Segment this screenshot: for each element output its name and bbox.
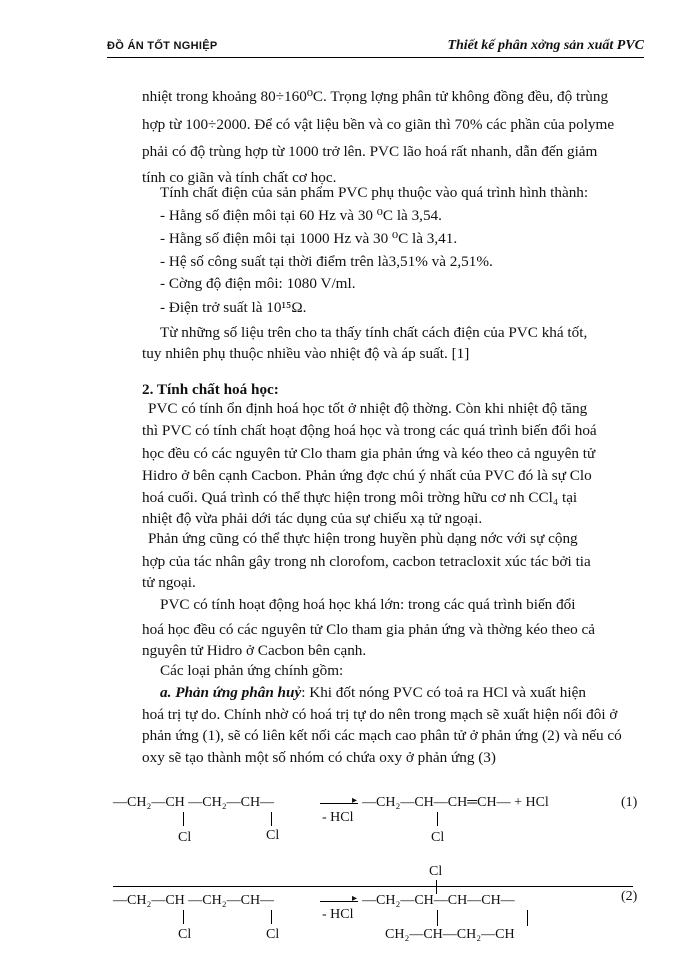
text-line: oxy sẽ tạo thành một số nhóm có chứa oxy ở phản ứng (3) — [142, 749, 496, 766]
text-line: phải có độ trùng hợp từ 1000 trở lên. PVC lão hoá rất nhanh, dẫn đến giảm — [142, 143, 598, 160]
text-line: hợp từ 100÷2000. Để có vật liệu bền và co giãn thì 70% các phần của polyme — [142, 116, 615, 133]
eq2-bond — [271, 910, 272, 924]
text-line: Các loại phản ứng chính gồm: — [160, 662, 344, 679]
eq2-cl-top: Cl — [429, 864, 443, 879]
eq1-arrow-head: ▸ — [352, 795, 358, 806]
eq1-reactant: —CH₂—CH —CH₂—CH— — [113, 795, 275, 810]
text-line: nhiệt độ vừa phải dới tác dụng của sự chiếu xạ tử ngoại. — [142, 510, 483, 527]
text-line — [160, 683, 586, 703]
eq2-cl: Cl — [266, 927, 280, 942]
text-line: PVC có tính hoạt động hoá học khá lớn: trong các quá trình biến đổi — [160, 596, 576, 613]
eq1-bond — [437, 812, 438, 826]
eq2-rule — [113, 886, 633, 887]
eq1-bond — [271, 812, 272, 826]
text-line: nhiệt trong khoảng 80÷160⁰C. Trọng lợng phân tử không đồng đều, độ trùng — [142, 88, 609, 105]
text-line: phản ứng (1), sẽ có liên kết nối các mạch cao phân tử ở phản ứng (2) và nếu có — [142, 727, 622, 744]
eq1-number: (1) — [621, 795, 638, 810]
bullet-item: - Hằng số điện môi tại 60 Hz và 30 ⁰C là 3,54. — [160, 207, 442, 224]
text-line: Hidro ở bên cạnh Cacbon. Phản ứng đợc chú ý nhất của PVC đó là sự Clo — [142, 467, 592, 484]
bullet-item: - Hệ số công suất tại thời điểm trên là3,51% và 2,51%. — [160, 253, 493, 270]
text-line: hoá học đều có các nguyên tử Clo tham gia phản ứng và thờng kéo theo cả — [142, 621, 595, 638]
text-line: tử ngoại. — [142, 574, 196, 591]
eq1-bond — [183, 812, 184, 826]
eq2-bottom-chain: CH₂—CH—CH₂—CH — [385, 927, 515, 942]
text-line: học đều có các nguyên tử Clo tham gia phản ứng và kéo theo cả nguyên tử — [142, 445, 596, 462]
eq1-cl: Cl — [178, 830, 192, 845]
eq2-product: —CH₂—CH—CH—CH— — [362, 893, 515, 908]
header-right: Thiết kế phân xởng sản xuất PVC — [447, 38, 644, 53]
eq1-product: —CH₂—CH—CH═CH— + HCl — [362, 795, 549, 810]
eq2-arrow-head: ▸ — [352, 893, 358, 904]
text-line: hoá trị tự do. Chính nhờ có hoá trị tự do nên trong mạch sẽ xuất hiện nối đôi ở — [142, 706, 618, 723]
eq1-cl: Cl — [431, 830, 445, 845]
text-line: Từ những số liệu trên cho ta thấy tính chất cách điện của PVC khá tốt, — [160, 324, 588, 341]
eq2-reactant: —CH₂—CH —CH₂—CH— — [113, 893, 275, 908]
eq2-bond — [183, 910, 184, 924]
text-line: Tính chất điện của sản phẩm PVC phụ thuộc vào quá trình hình thành: — [160, 184, 589, 201]
text-line: hợp của tác nhân gây trong nh clorofom, cacbon tetracloxit xúc tác bởi tia — [142, 553, 591, 570]
text-span: : Khi đốt nóng PVC có toả ra HCl và xuất hiện — [301, 684, 586, 701]
text-line: thì PVC có tính chất hoạt động hoá học và trong các quá trình biến đổi hoá — [142, 422, 597, 439]
text-line: nguyên tử Hidro ở Cacbon bên cạnh. — [142, 642, 367, 659]
eq2-cl: Cl — [178, 927, 192, 942]
bullet-item: - Hằng số điện môi tại 1000 Hz và 30 ⁰C là 3,41. — [160, 230, 458, 247]
section-heading: 2. Tính chất hoá học: — [142, 381, 279, 398]
eq1-condition: - HCl — [322, 810, 354, 825]
eq2-condition: - HCl — [322, 907, 354, 922]
eq2-bond — [437, 910, 438, 926]
header-rule — [107, 57, 644, 58]
text-line: PVC có tính ổn định hoá học tốt ở nhiệt độ thờng. Còn khi nhiệt độ tăng — [148, 400, 588, 417]
eq2-bond — [436, 880, 437, 894]
text-line: tính co giãn và tính chất cơ học. — [142, 169, 337, 186]
bullet-item: - Cờng độ điện môi: 1080 V/ml. — [160, 275, 356, 292]
subsection-heading: a. Phản ứng phân huỷ — [160, 684, 302, 701]
eq2-bond — [527, 910, 528, 926]
text-line: Phản ứng cũng có thể thực hiện trong huyền phù dạng nớc với sự cộng — [148, 530, 578, 547]
eq2-number: (2) — [621, 889, 638, 904]
text-line: tuy nhiên phụ thuộc nhiều vào nhiệt độ và áp suất. [1] — [142, 345, 470, 362]
header-left: ĐỒ ÁN TỐT NGHIỆP — [107, 40, 218, 52]
text-line: hoá cuối. Quá trình có thể thực hiện trong môi trờng hữu cơ nh CCl₄ tại — [142, 489, 578, 506]
bullet-item: - Điện trở suất là 10¹⁵Ω. — [160, 299, 307, 316]
eq1-cl: Cl — [266, 828, 280, 843]
